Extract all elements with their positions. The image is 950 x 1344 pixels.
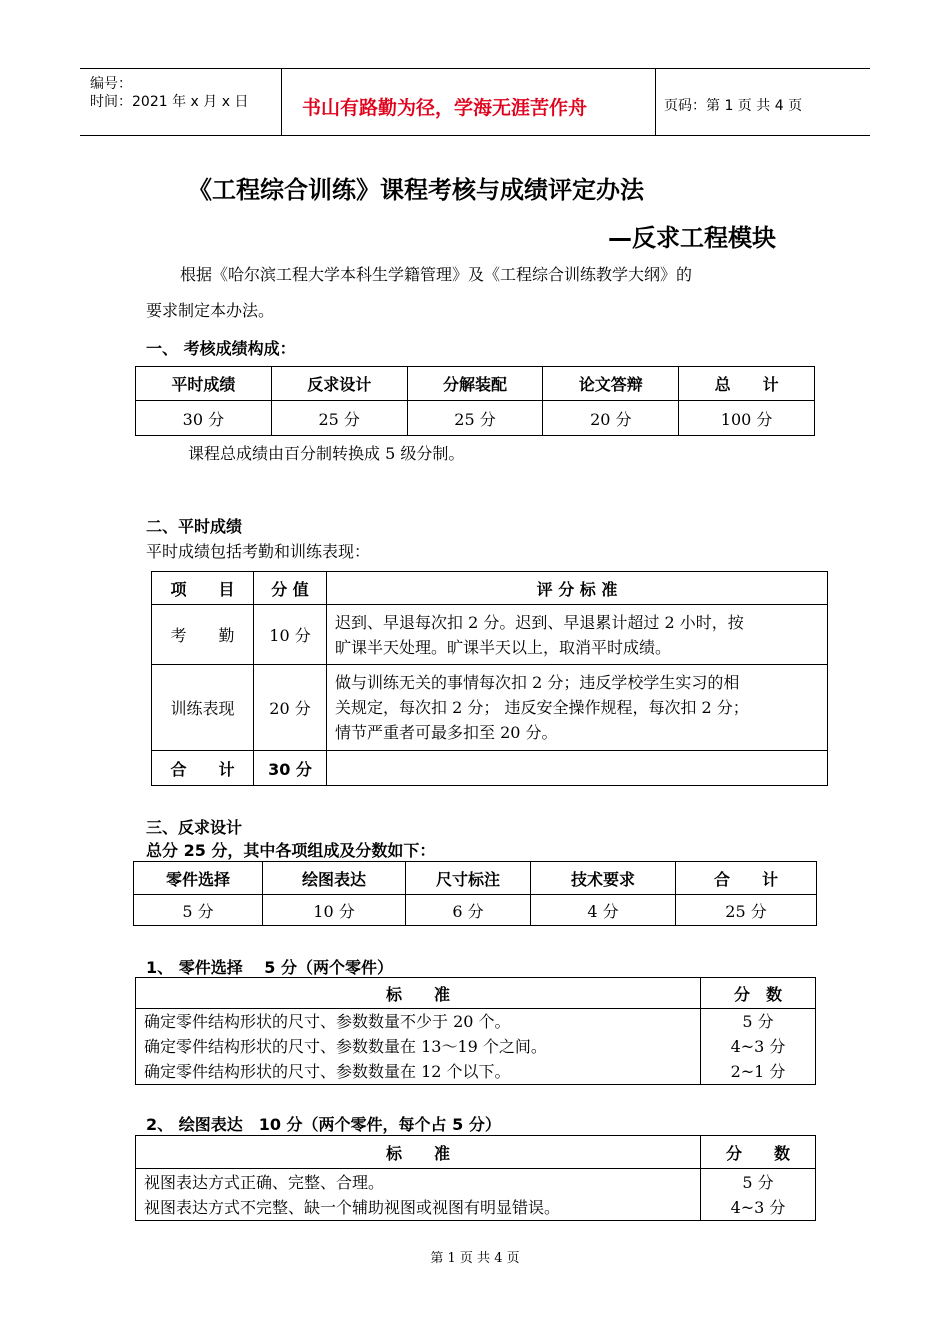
table-cell: 考 勤 — [152, 605, 254, 665]
reverse-design-table — [133, 861, 817, 926]
page-footer: 第 1 页 共 4 页 — [430, 1251, 520, 1266]
table-header-cell: 分解装配 — [407, 367, 543, 401]
table-header-cell: 技术要求 — [531, 862, 676, 895]
table-header-cell: 分 数 — [701, 1136, 816, 1169]
part-selection-table — [135, 977, 816, 1085]
criteria-line: 视图表达方式正确、完整、合理。 — [144, 1172, 385, 1192]
table-header-cell: 分 值 — [254, 572, 327, 605]
criteria-cell — [327, 605, 828, 665]
table-header-cell: 尺寸标注 — [406, 862, 531, 895]
section3-heading: 三、反求设计 — [146, 818, 243, 837]
header-motto: 书山有路勤为径，学海无涯苦作舟 — [302, 97, 588, 119]
table-cell: 5 分 — [134, 895, 263, 926]
table-header-cell: 总 计 — [679, 367, 815, 401]
score-line: 2~1 分 — [730, 1062, 786, 1081]
criteria-cell — [327, 665, 828, 751]
table-header-cell: 标 准 — [136, 978, 701, 1009]
table-cell: 25 分 — [271, 401, 407, 436]
criteria-line: 确定零件结构形状的尺寸、参数数量在 12 个以下。 — [144, 1062, 511, 1081]
criteria-cell — [136, 1169, 701, 1221]
criteria-line: 迟到、早退每次扣 2 分。迟到、早退累计超过 2 小时，按 — [335, 612, 744, 632]
table-header-cell: 反求设计 — [271, 367, 407, 401]
header-divider-left — [281, 68, 282, 135]
intro-line-1: 根据《哈尔滨工程大学本科生学籍管理》及《工程综合训练教学大纲》的 — [180, 265, 693, 284]
table-cell: 训练表现 — [152, 665, 254, 751]
table-header-cell: 平时成绩 — [136, 367, 272, 401]
score-cell — [701, 1169, 816, 1221]
table-header-cell: 标 准 — [136, 1136, 701, 1169]
header-top-rule — [80, 68, 870, 69]
score-line: 4~3 分 — [730, 1037, 786, 1056]
header-number-label: 编号： — [90, 76, 132, 92]
table-header-cell: 合 计 — [676, 862, 817, 895]
document-title: 《工程综合训练》课程考核与成绩评定办法 — [188, 176, 644, 204]
table-header-cell: 绘图表达 — [263, 862, 406, 895]
criteria-line: 情节严重者可最多扣至 20 分。 — [335, 723, 558, 742]
criteria-line: 视图表达方式不完整、缺一个辅助视图或视图有明显错误。 — [144, 1197, 561, 1217]
table-cell: 4 分 — [531, 895, 676, 926]
criteria-line: 关规定，每次扣 2 分； 违反安全操作规程，每次扣 2 分； — [335, 698, 749, 717]
score-cell — [701, 1009, 816, 1085]
part2-heading: 2、 绘图表达 10 分（两个零件，每个占 5 分） — [146, 1115, 501, 1134]
table-cell: 25 分 — [676, 895, 817, 926]
part1-heading: 1、 零件选择 5 分（两个零件） — [146, 958, 393, 977]
intro-line-2: 要求制定本办法。 — [146, 301, 275, 320]
criteria-line: 确定零件结构形状的尺寸、参数数量不少于 20 个。 — [144, 1012, 511, 1031]
document-subtitle: —反求工程模块 — [608, 224, 776, 252]
score-line: 5 分 — [742, 1012, 774, 1031]
drawing-expression-table — [135, 1135, 816, 1221]
attendance-score-table — [151, 571, 828, 786]
table-cell: 6 分 — [406, 895, 531, 926]
section1-note: 课程总成绩由百分制转换成 5 级分制。 — [188, 444, 465, 463]
table-cell: 10 分 — [263, 895, 406, 926]
criteria-line: 做与训练无关的事情每次扣 2 分；违反学校学生实习的相 — [335, 673, 740, 692]
table-header-cell: 分 数 — [701, 978, 816, 1009]
section1-heading: 一、 考核成绩构成： — [146, 339, 296, 358]
table-cell: 100 分 — [679, 401, 815, 436]
section2-description: 平时成绩包括考勤和训练表现： — [146, 542, 371, 561]
criteria-line: 确定零件结构形状的尺寸、参数数量在 13～19 个之间。 — [144, 1037, 547, 1056]
table-header-cell: 零件选择 — [134, 862, 263, 895]
criteria-cell — [136, 1009, 701, 1085]
header-bottom-rule — [80, 135, 870, 136]
table-header-cell: 评 分 标 准 — [327, 572, 828, 605]
table-cell: 10 分 — [254, 605, 327, 665]
table-total-value: 30 分 — [254, 751, 327, 786]
header-page-info: 页码：第 1 页 共 4 页 — [664, 98, 803, 114]
section2-heading: 二、平时成绩 — [146, 517, 243, 536]
table-header-cell: 论文答辩 — [543, 367, 679, 401]
table-cell: 20 分 — [543, 401, 679, 436]
table-total-label: 合 计 — [152, 751, 254, 786]
table-header-cell: 项 目 — [152, 572, 254, 605]
table-empty-cell — [327, 751, 828, 786]
header-time-label: 时间：2021 年 x 月 x 日 — [90, 94, 249, 110]
table-cell: 25 分 — [407, 401, 543, 436]
section3-subheading: 总分 25 分，其中各项组成及分数如下： — [146, 841, 436, 860]
table-cell: 30 分 — [136, 401, 272, 436]
score-line: 5 分 — [742, 1172, 774, 1192]
header-divider-right — [655, 68, 656, 135]
score-composition-table — [135, 366, 815, 436]
table-cell: 20 分 — [254, 665, 327, 751]
score-line: 4~3 分 — [730, 1197, 786, 1217]
criteria-line: 旷课半天处理。旷课半天以上，取消平时成绩。 — [335, 637, 672, 657]
